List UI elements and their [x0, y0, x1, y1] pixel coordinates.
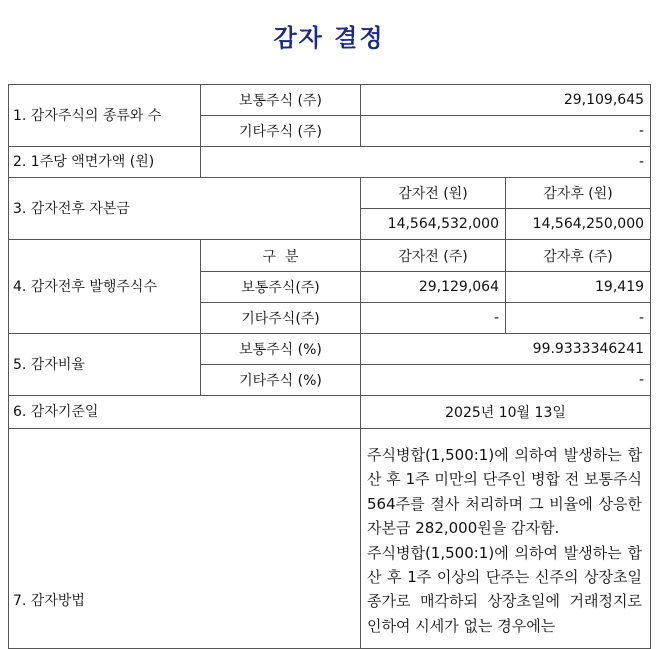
row5-common-label: 보통주식 (%): [201, 334, 361, 365]
row2-label: 2. 1주당 액면가액 (원): [9, 147, 201, 178]
row3-after-header: 감자후 (원): [506, 178, 651, 209]
row5-common-value: 99.9333346241: [361, 334, 651, 365]
row1-common-value: 29,109,645: [361, 85, 651, 116]
row5-other-value: -: [361, 365, 651, 396]
page-title: 감자 결정: [273, 23, 385, 52]
row2-value: -: [201, 147, 651, 178]
row4-other-after: -: [506, 303, 651, 334]
row7-method-cell: [361, 429, 651, 649]
row4-other-before: -: [361, 303, 506, 334]
row4-label: 4. 감자전후 발행주식수: [9, 240, 201, 334]
row1-other-value: -: [361, 116, 651, 147]
row4-gubun-header: 구 분: [201, 240, 361, 272]
row4-after-header: 감자후 (주): [506, 240, 651, 272]
row1-label: 1. 감자주식의 종류와 수: [9, 85, 201, 147]
row6-value: 2025년 10월 13일: [361, 396, 651, 429]
row5-other-label: 기타주식 (%): [201, 365, 361, 396]
row1-other-label: 기타주식 (주): [201, 116, 361, 147]
row7-paragraph-1: 주식병합(1,500:1)에 의하여 발생하는 합산 후 1주 미만의 단주인 병합 전 보통주식 564주를 절사 처리하며 그 비율에 상응한 자본금 282,000원을 감자함.: [367, 446, 643, 538]
row1-common-label: 보통주식 (주): [201, 85, 361, 116]
row3-before-header: 감자전 (원): [361, 178, 506, 209]
row4-other-label: 기타주식(주): [201, 303, 361, 334]
row4-common-label: 보통주식(주): [201, 272, 361, 303]
row3-label: 3. 감자전후 자본금: [9, 178, 361, 240]
row7-label: 7. 감자방법: [9, 429, 361, 649]
row4-common-after: 19,419: [506, 272, 651, 303]
row3-after-value: 14,564,250,000: [506, 209, 651, 240]
row3-before-value: 14,564,532,000: [361, 209, 506, 240]
capital-reduction-table: [8, 84, 651, 649]
row7-paragraph-2: 주식병합(1,500:1)에 의하여 발생하는 합산 후 1주 이상의 단주는 신주의 상장초일 종가로 매각하되 상장초일에 거래정지로 인하여 시세가 없는 경우에는: [367, 543, 643, 635]
row4-before-header: 감자전 (주): [361, 240, 506, 272]
row5-label: 5. 감자비율: [9, 334, 201, 396]
row4-common-before: 29,129,064: [361, 272, 506, 303]
row6-label: 6. 감자기준일: [9, 396, 361, 429]
